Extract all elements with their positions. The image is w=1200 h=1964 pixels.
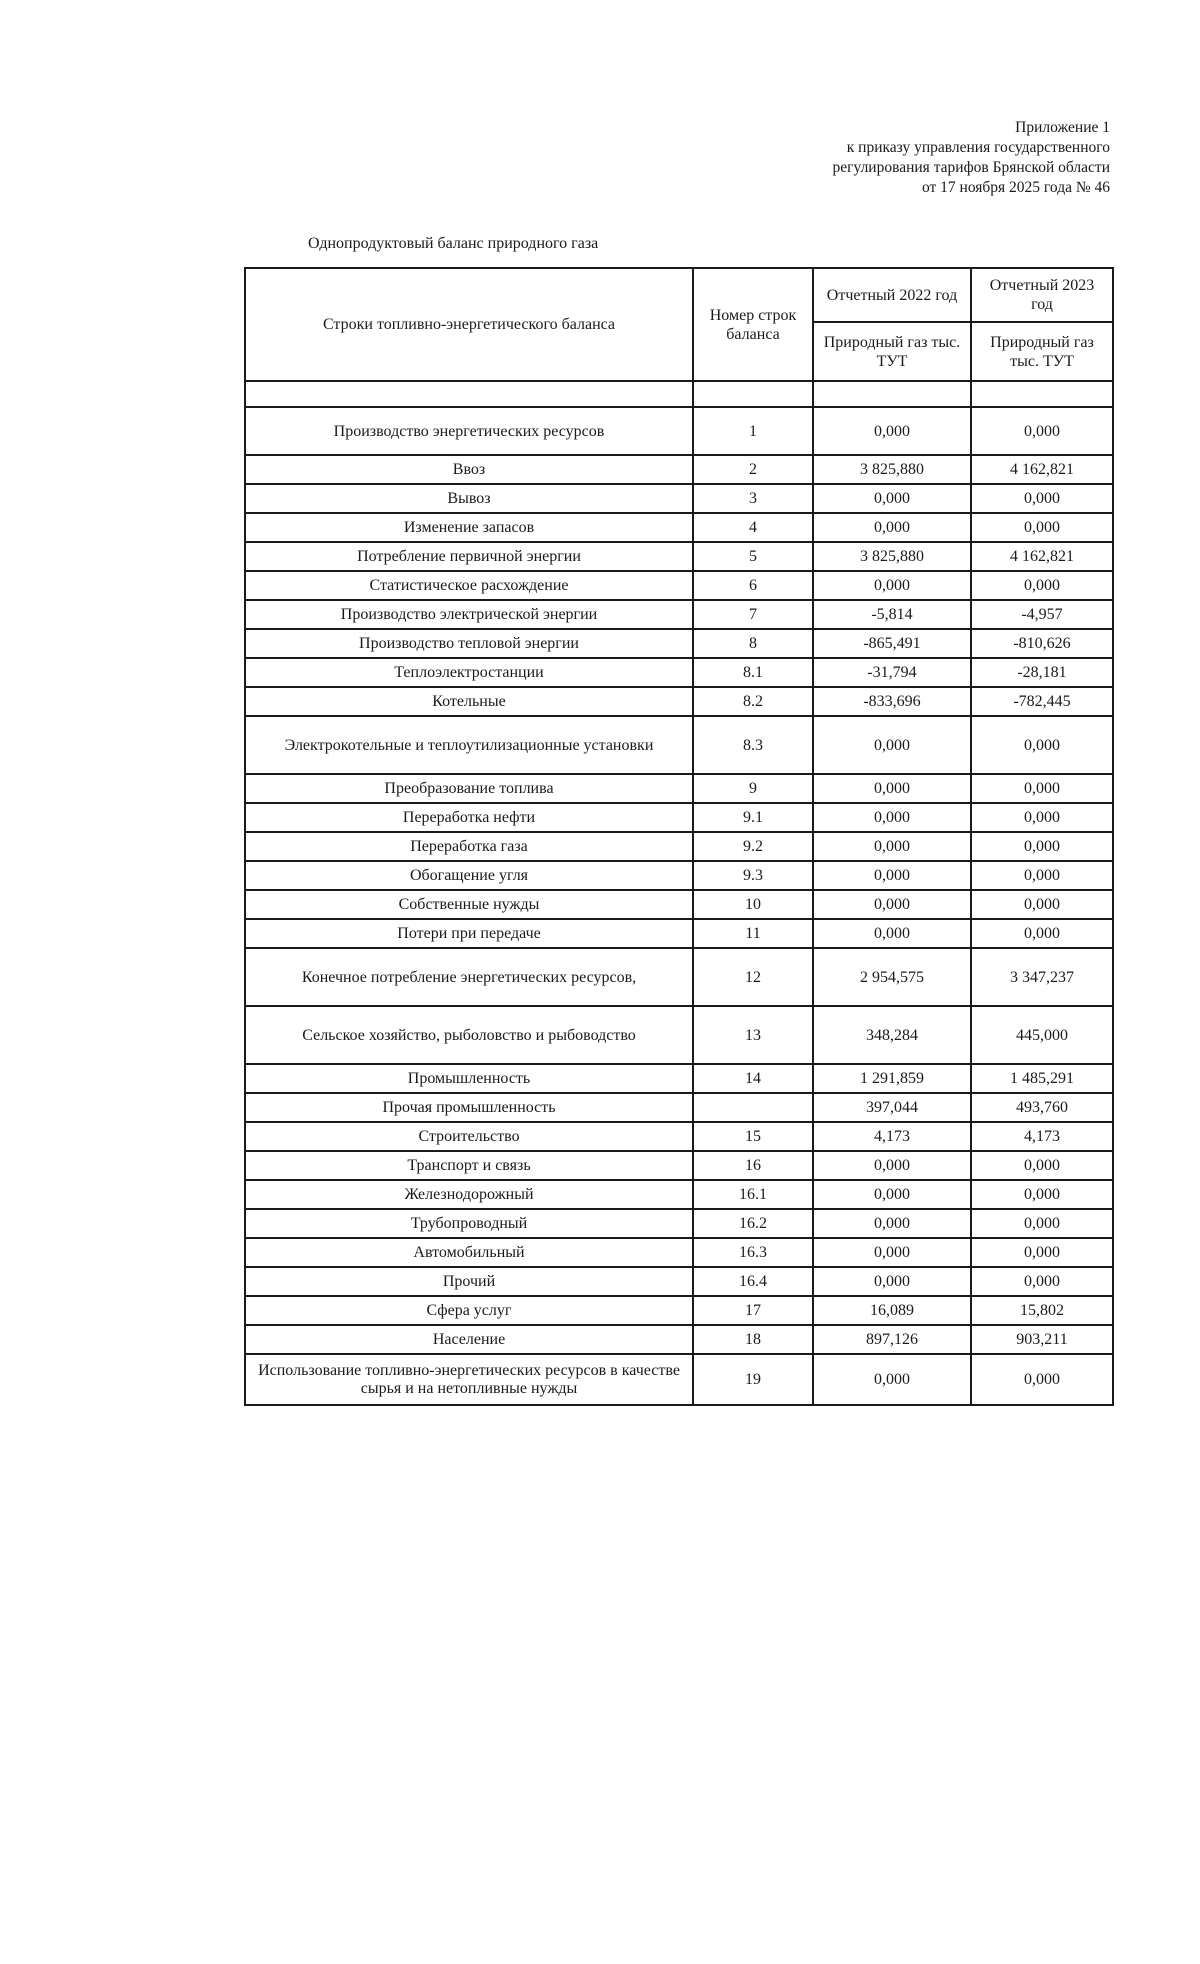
table-row (245, 407, 1113, 455)
row-value-2023: -782,445 (971, 687, 1113, 716)
table-row (245, 1122, 1113, 1151)
table-row (245, 919, 1113, 948)
row-value-2022: 0,000 (813, 832, 971, 861)
row-value-2022: 0,000 (813, 890, 971, 919)
row-number: 9.3 (693, 861, 813, 890)
table-row (245, 658, 1113, 687)
row-name: Изменение запасов (245, 513, 693, 542)
table-row (245, 1354, 1113, 1405)
row-value-2023: 0,000 (971, 774, 1113, 803)
row-number: 1 (693, 407, 813, 455)
row-name: Переработка нефти (245, 803, 693, 832)
row-name: Население (245, 1325, 693, 1354)
row-name: Теплоэлектростанции (245, 658, 693, 687)
table-row (245, 629, 1113, 658)
row-value-2023: 0,000 (971, 1267, 1113, 1296)
row-value-2023: 3 347,237 (971, 948, 1113, 1006)
table-row (245, 600, 1113, 629)
row-value-2022: 0,000 (813, 774, 971, 803)
table-row (245, 1151, 1113, 1180)
row-number: 19 (693, 1354, 813, 1405)
row-value-2023: 445,000 (971, 1006, 1113, 1064)
row-name: Обогащение угля (245, 861, 693, 890)
row-value-2022: 0,000 (813, 919, 971, 948)
appendix-line-3: регулирования тарифов Брянской области (832, 159, 1110, 176)
row-number: 8.2 (693, 687, 813, 716)
row-value-2023: 493,760 (971, 1093, 1113, 1122)
row-value-2023: -28,181 (971, 658, 1113, 687)
row-value-2022: 0,000 (813, 1209, 971, 1238)
row-value-2023: 0,000 (971, 513, 1113, 542)
table-row (245, 1093, 1113, 1122)
row-value-2023: -810,626 (971, 629, 1113, 658)
table-row (245, 1238, 1113, 1267)
row-value-2022: 0,000 (813, 571, 971, 600)
table-row (245, 948, 1113, 1006)
row-number (693, 1093, 813, 1122)
row-name: Электрокотельные и теплоутилизационные установки (245, 716, 693, 774)
table-row (245, 455, 1113, 484)
row-number: 14 (693, 1064, 813, 1093)
row-number: 16.4 (693, 1267, 813, 1296)
row-name: Производство энергетических ресурсов (245, 407, 693, 455)
row-value-2022: 0,000 (813, 484, 971, 513)
row-value-2023: 15,802 (971, 1296, 1113, 1325)
table-row (245, 803, 1113, 832)
table-row (245, 1006, 1113, 1064)
row-number: 3 (693, 484, 813, 513)
appendix-line-4: от 17 ноября 2025 года № 46 (921, 179, 1110, 196)
row-value-2022: 0,000 (813, 861, 971, 890)
row-value-2023: 1 485,291 (971, 1064, 1113, 1093)
row-value-2023: 0,000 (971, 1151, 1113, 1180)
header-period-2023: Отчетный 2023 год (971, 268, 1113, 322)
row-value-2022: -31,794 (813, 658, 971, 687)
row-name: Автомобильный (245, 1238, 693, 1267)
row-name: Вывоз (245, 484, 693, 513)
row-value-2022: -833,696 (813, 687, 971, 716)
row-value-2023: 903,211 (971, 1325, 1113, 1354)
row-number: 9.1 (693, 803, 813, 832)
row-name: Статистическое расхождение (245, 571, 693, 600)
row-number: 5 (693, 542, 813, 571)
row-number: 12 (693, 948, 813, 1006)
row-name: Трубопроводный (245, 1209, 693, 1238)
table-row (245, 1296, 1113, 1325)
row-number: 8 (693, 629, 813, 658)
row-name: Ввоз (245, 455, 693, 484)
row-value-2023: 4 162,821 (971, 455, 1113, 484)
table-row (245, 832, 1113, 861)
row-name: Сфера услуг (245, 1296, 693, 1325)
row-number: 16.3 (693, 1238, 813, 1267)
row-number: 16.2 (693, 1209, 813, 1238)
row-name: Прочий (245, 1267, 693, 1296)
row-value-2022: 1 291,859 (813, 1064, 971, 1093)
row-value-2023: 0,000 (971, 890, 1113, 919)
appendix-line-2: к приказу управления государственного (846, 139, 1110, 156)
row-name: Переработка газа (245, 832, 693, 861)
row-name: Использование топливно-энергетических ресурсов в качестве сырья и на нетопливные нужды (245, 1354, 693, 1405)
row-value-2022: 0,000 (813, 1151, 971, 1180)
row-name: Производство тепловой энергии (245, 629, 693, 658)
row-number: 13 (693, 1006, 813, 1064)
row-value-2023: 0,000 (971, 1209, 1113, 1238)
row-value-2022: 2 954,575 (813, 948, 971, 1006)
row-name: Прочая промышленность (245, 1093, 693, 1122)
row-name: Конечное потребление энергетических ресурсов, (245, 948, 693, 1006)
row-value-2023: 0,000 (971, 803, 1113, 832)
document-title: Однопродуктовый баланс природного газа (308, 235, 599, 252)
row-value-2022: 0,000 (813, 407, 971, 455)
balance-body (245, 407, 1113, 1405)
header-unit-2023: Природный газ тыс. ТУТ (971, 322, 1113, 381)
row-name: Строительство (245, 1122, 693, 1151)
row-name: Преобразование топлива (245, 774, 693, 803)
row-number: 9.2 (693, 832, 813, 861)
row-value-2022: 16,089 (813, 1296, 971, 1325)
row-value-2022: 0,000 (813, 1180, 971, 1209)
row-value-2023: 0,000 (971, 1354, 1113, 1405)
table-row (245, 1267, 1113, 1296)
row-number: 10 (693, 890, 813, 919)
header-period-2022: Отчетный 2022 год (813, 268, 971, 322)
balance-table (244, 267, 1114, 1406)
table-row (245, 1180, 1113, 1209)
row-value-2022: 897,126 (813, 1325, 971, 1354)
row-number: 18 (693, 1325, 813, 1354)
row-name: Котельные (245, 687, 693, 716)
table-row (245, 542, 1113, 571)
row-value-2022: 0,000 (813, 716, 971, 774)
row-value-2023: 4,173 (971, 1122, 1113, 1151)
row-name: Промышленность (245, 1064, 693, 1093)
row-value-2022: 0,000 (813, 513, 971, 542)
table-row (245, 890, 1113, 919)
row-value-2023: 0,000 (971, 832, 1113, 861)
row-name: Железнодорожный (245, 1180, 693, 1209)
row-number: 15 (693, 1122, 813, 1151)
blank-row (245, 381, 1113, 407)
appendix-line-1: Приложение 1 (1015, 119, 1110, 136)
row-number: 11 (693, 919, 813, 948)
row-value-2023: 0,000 (971, 1180, 1113, 1209)
table-row (245, 1064, 1113, 1093)
row-number: 8.1 (693, 658, 813, 687)
header-row-name: Строки топливно-энергетического баланса (245, 268, 693, 381)
row-value-2022: 0,000 (813, 803, 971, 832)
row-name: Сельское хозяйство, рыболовство и рыбоводство (245, 1006, 693, 1064)
row-value-2023: 0,000 (971, 861, 1113, 890)
row-value-2022: 3 825,880 (813, 455, 971, 484)
table-row (245, 571, 1113, 600)
table-row (245, 687, 1113, 716)
row-value-2022: -865,491 (813, 629, 971, 658)
table-row (245, 774, 1113, 803)
row-number: 9 (693, 774, 813, 803)
row-number: 16.1 (693, 1180, 813, 1209)
row-value-2022: 0,000 (813, 1238, 971, 1267)
table-row (245, 484, 1113, 513)
row-value-2023: 0,000 (971, 407, 1113, 455)
row-value-2022: -5,814 (813, 600, 971, 629)
row-value-2023: 0,000 (971, 484, 1113, 513)
row-value-2023: 4 162,821 (971, 542, 1113, 571)
appendix-header (690, 118, 1110, 198)
row-number: 4 (693, 513, 813, 542)
row-name: Производство электрической энергии (245, 600, 693, 629)
table-row (245, 861, 1113, 890)
row-number: 2 (693, 455, 813, 484)
row-value-2022: 397,044 (813, 1093, 971, 1122)
table-row (245, 716, 1113, 774)
row-value-2022: 348,284 (813, 1006, 971, 1064)
row-value-2023: 0,000 (971, 919, 1113, 948)
row-name: Потребление первичной энергии (245, 542, 693, 571)
row-number: 16 (693, 1151, 813, 1180)
row-value-2023: 0,000 (971, 571, 1113, 600)
row-number: 6 (693, 571, 813, 600)
row-number: 7 (693, 600, 813, 629)
header-unit-2022: Природный газ тыс. ТУТ (813, 322, 971, 381)
row-value-2022: 4,173 (813, 1122, 971, 1151)
row-value-2023: -4,957 (971, 600, 1113, 629)
row-number: 17 (693, 1296, 813, 1325)
header-row-number: Номер строк баланса (693, 268, 813, 381)
row-value-2023: 0,000 (971, 716, 1113, 774)
table-row (245, 1325, 1113, 1354)
table-row (245, 513, 1113, 542)
row-value-2022: 3 825,880 (813, 542, 971, 571)
table-row (245, 1209, 1113, 1238)
row-value-2023: 0,000 (971, 1238, 1113, 1267)
row-value-2022: 0,000 (813, 1354, 971, 1405)
row-name: Собственные нужды (245, 890, 693, 919)
row-number: 8.3 (693, 716, 813, 774)
row-value-2022: 0,000 (813, 1267, 971, 1296)
row-name: Потери при передаче (245, 919, 693, 948)
row-name: Транспорт и связь (245, 1151, 693, 1180)
